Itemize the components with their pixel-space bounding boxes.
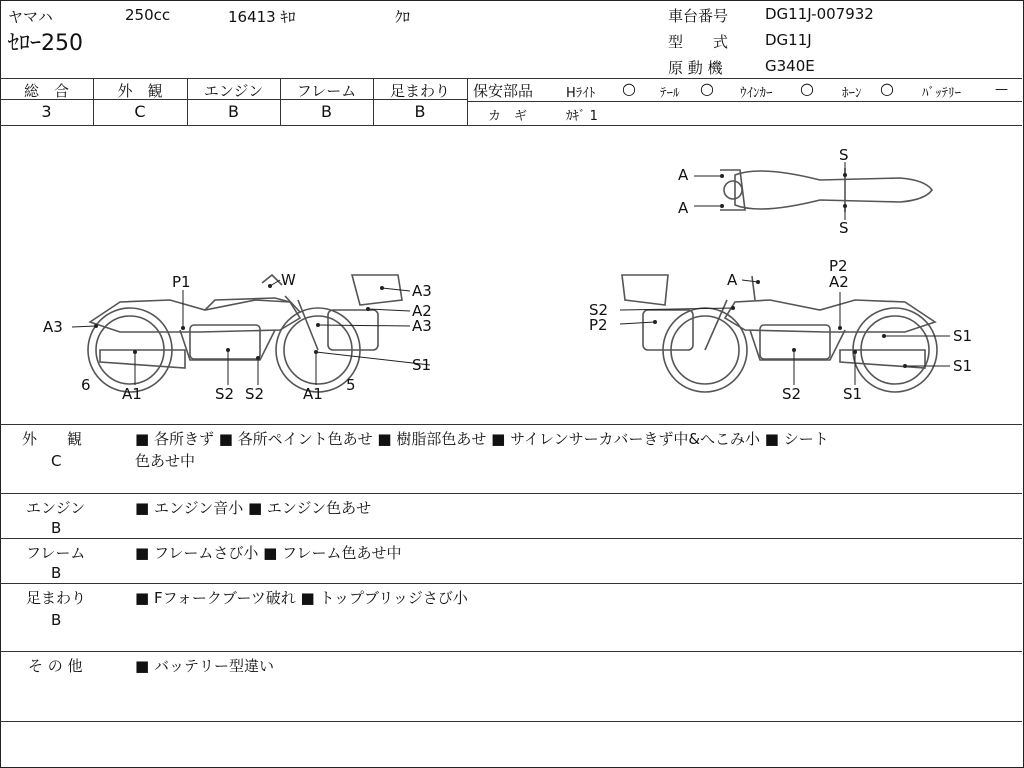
remark-label-exterior: 外 観: [22, 430, 83, 448]
remark-label-other: そ の 他: [28, 657, 83, 675]
grade-label-frame: フレーム: [296, 82, 357, 100]
frame-no: DG11J-007932: [765, 5, 874, 23]
diagram-label: S2: [215, 385, 235, 403]
grade-total: 3: [41, 102, 52, 121]
remark-text-engine: ■ エンジン音小 ■ エンジン色あせ: [135, 499, 372, 517]
remark-text-other: ■ バッテリー型違い: [135, 657, 274, 675]
model-name: ｾﾛｰ250: [8, 31, 83, 56]
safety-horn-mark: ○: [880, 79, 894, 98]
diagram-label: A: [678, 199, 689, 217]
diagram-label: S: [839, 219, 849, 237]
remarks-divider: [0, 538, 1022, 539]
safety-tail: ﾃｰﾙ: [660, 86, 680, 101]
safety-tail-mark: ○: [700, 79, 714, 98]
safety-headlight-mark: ○: [622, 79, 636, 98]
diagram-label: P2: [829, 257, 848, 275]
top-view-body: [735, 171, 932, 209]
diagram-label: W: [281, 271, 296, 289]
diagram-label: A1: [122, 385, 142, 403]
grade-col-line: [467, 78, 468, 125]
diagram-label: A3: [412, 282, 432, 300]
color: ｸﾛ: [395, 8, 411, 26]
remark-grade-exterior: C: [51, 452, 62, 470]
diagram-label: S: [839, 146, 849, 164]
maker: ヤマハ: [8, 8, 53, 26]
type-value: DG11J: [765, 31, 812, 49]
diagram-label: S2: [589, 301, 609, 319]
engine-label: 原 動 機: [668, 59, 723, 77]
diagram-label: A1: [303, 385, 323, 403]
type-label: 型 式: [668, 33, 729, 51]
diagram-label: P2: [589, 316, 608, 334]
remark-label-engine: エンジン: [26, 499, 86, 517]
safety-horn: ﾎｰﾝ: [842, 86, 862, 101]
frame-no-label: 車台番号: [668, 7, 729, 25]
diagram-label: S2: [782, 385, 802, 403]
diagram-label: S1: [953, 357, 973, 375]
safety-headlight: Hﾗｲﾄ: [566, 86, 596, 101]
remarks-divider: [0, 493, 1022, 494]
safety-winker: ｳｲﾝｶｰ: [740, 86, 773, 101]
remark-grade-frame: B: [51, 564, 62, 582]
remark-text-exterior: ■ 各所きず ■ 各所ペイント色あせ ■ 樹脂部色あせ ■ サイレンサーカバーきず中&へこみ小 ■ シート: [135, 430, 829, 448]
mileage: 16413 ｷﾛ: [228, 8, 296, 26]
remark-text-suspension: ■ Fフォークブーツ破れ ■ トップブリッジさび小: [135, 589, 468, 607]
diagram-label: A2: [829, 273, 849, 291]
diagram-label: S1: [953, 327, 973, 345]
safety-battery: ﾊﾞｯﾃﾘｰ: [922, 86, 961, 101]
diagram-label: A: [678, 166, 689, 184]
remark-grade-suspension: B: [51, 611, 62, 629]
displacement: 250cc: [125, 6, 171, 24]
diagram-label: A: [727, 271, 738, 289]
safety-battery-mark: —: [995, 82, 1008, 97]
safety-row-divider: [467, 101, 1022, 102]
diagram-label: 5: [346, 376, 356, 394]
remarks-top-line: [0, 424, 1022, 425]
grade-label-suspension: 足まわり: [389, 82, 450, 100]
header-divider: [0, 78, 1022, 79]
remark-grade-engine: B: [51, 519, 62, 537]
grade-exterior: C: [134, 102, 146, 121]
grade-label-engine: エンジン: [203, 82, 264, 100]
grade-label-total: 総 合: [23, 82, 69, 100]
diagram-label: S2: [245, 385, 265, 403]
left-bike-body: [90, 300, 300, 332]
engine-value: G340E: [765, 57, 815, 75]
grade-suspension: B: [414, 102, 426, 121]
diagram-label: P1: [172, 273, 191, 291]
key-value: ｶｷﾞ 1: [566, 109, 598, 124]
remark-label-suspension: 足まわり: [26, 589, 87, 607]
remark-text-frame: ■ フレームさび小 ■ フレーム色あせ中: [135, 544, 402, 562]
diagram-label: A3: [43, 318, 63, 336]
remarks-divider: [0, 651, 1022, 652]
damage-diagram: [0, 126, 1022, 424]
key-label: カ ギ: [488, 109, 528, 124]
grade-engine: B: [228, 102, 239, 121]
remarks-bottom-line: [0, 721, 1022, 722]
safety-winker-mark: ○: [800, 79, 814, 98]
remark-label-frame: フレーム: [26, 544, 86, 562]
grade-label-exterior: 外 観: [117, 82, 163, 100]
diagram-label: A3: [412, 317, 432, 335]
remarks-divider: [0, 583, 1022, 584]
grade-frame: B: [321, 102, 332, 121]
safety-label: 保安部品: [473, 82, 534, 100]
diagram-label: S1: [412, 356, 432, 374]
diagram-label: A2: [412, 302, 432, 320]
diagram-label: S1: [843, 385, 863, 403]
diagram-label: 6: [81, 376, 91, 394]
remark-text-exterior-2: 色あせ中: [135, 452, 196, 470]
